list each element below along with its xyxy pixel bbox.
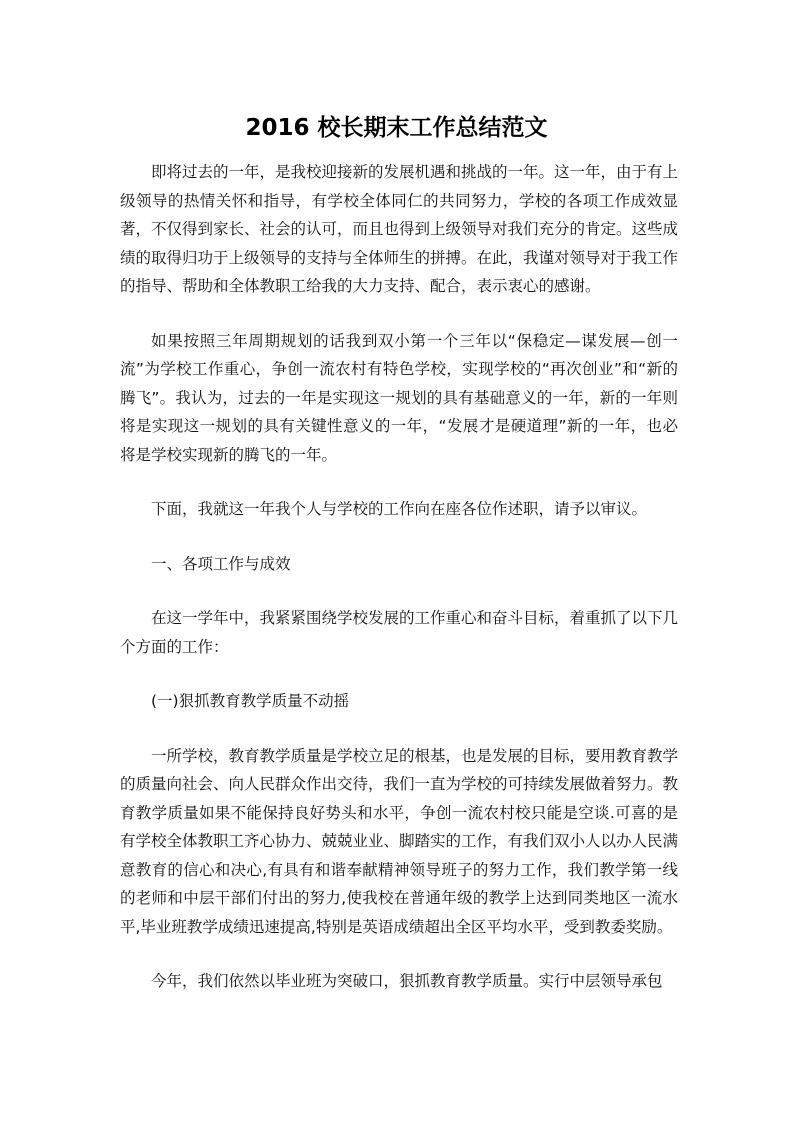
- section-heading-1: 一、各项工作与成效: [151, 554, 291, 573]
- document-title: 2016 校长期末工作总结范文: [245, 115, 548, 141]
- paragraph-quality: 一所学校，教育教学质量是学校立足的根基，也是发展的目标，要用教育教学的质量向社会、向人民群众作出交待，我们一直为学校的可持续发展做着努力。教育教学质量如果不能保持良好势头和水平，争创一流农村校只能是空谈.可喜的是有学校全体教职工齐心协力、兢兢业业、脚踏实的工作，有我们双小人以办人民满意教育的信心和决心,有具有和谐奉献精神领导班子的努力工作，我们教学第一线的老师和中层干部们付出的努力,使我校在普通年级的教学上达到同类地区一流水平,毕业班教学成绩迅速提高,特别是英语成绩超出全区平均水平，受到教委奖励。: [120, 746, 679, 936]
- paragraph-this-year: 今年，我们依然以毕业班为突破口，狠抓教育教学质量。实行中层领导承包: [151, 972, 663, 990]
- document-body: [120, 158, 678, 1022]
- paragraph-focus: 在这一学年中，我紧紧围绕学校发展的工作重心和奋斗目标，着重抓了以下几个方面的工作：: [120, 609, 679, 656]
- paragraph-intro: 即将过去的一年，是我校迎接新的发展机遇和挑战的一年。这一年，由于有上级领导的热情关怀和指导，有学校全体同仁的共同努力，学校的各项工作成效显著，不仅得到家长、社会的认可，而且也得到上级领导对我们充分的肯定。这些成绩的取得归功于上级领导的支持与全体师生的拼搏。在此，我谨对领导对于我工作的指导、帮助和全体教职工给我的大力支持、配合，表示衷心的感谢。: [120, 163, 679, 295]
- paragraph-report: 下面，我就这一年我个人与学校的工作向在座各位作述职，请予以审议。: [151, 500, 648, 518]
- subsection-heading-1: (一)狠抓教育教学质量不动摇: [151, 692, 350, 710]
- paragraph-plan: 如果按照三年周期规划的话我到双小第一个三年以“保稳定—谋发展—创一流”为学校工作重心，争创一流农村有特色学校，实现学校的“再次创业”和“新的腾飞”。我认为，过去的一年是实现这一规划的具有基础意义的一年，新的一年则将是实现这一规划的具有关键性意义的一年，“发展才是硬道理”新的一年，也必将是学校实现新的腾飞的一年。: [120, 331, 678, 464]
